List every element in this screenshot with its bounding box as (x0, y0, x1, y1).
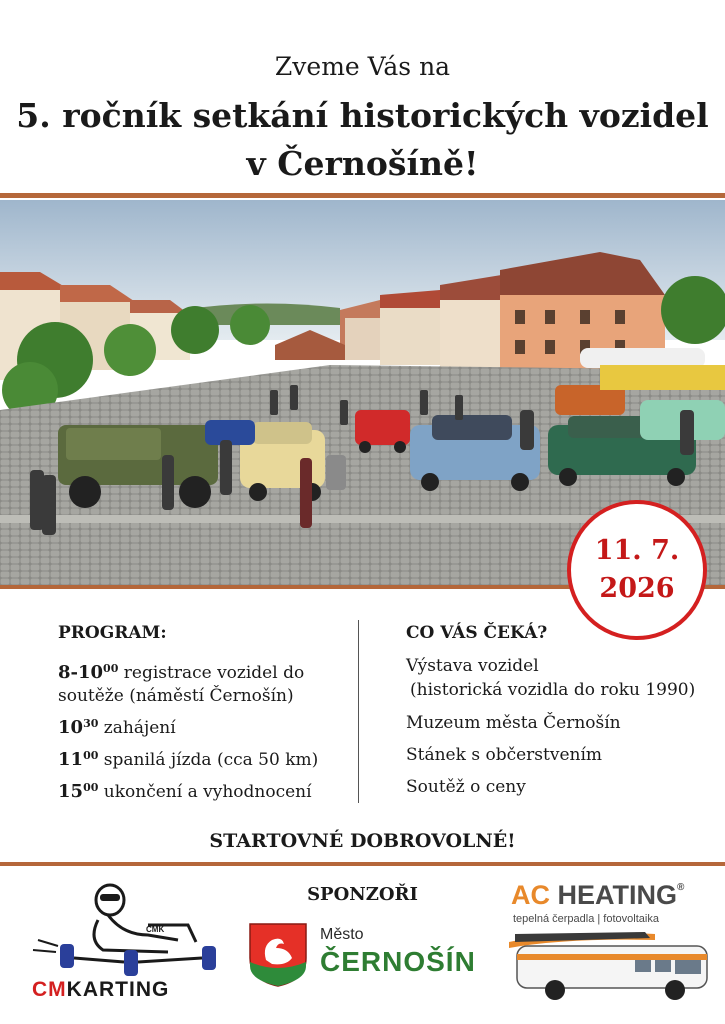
date-year: 2026 (599, 573, 675, 604)
top-divider (0, 193, 725, 198)
event-title-line1: 5. ročník setkání historických vozidel (16, 96, 709, 135)
awaits-item-4: Soutěž o ceny (406, 777, 526, 797)
intro-text: Zveme Vás na (274, 52, 451, 81)
sponsors-divider (0, 862, 725, 866)
date-badge (567, 500, 707, 640)
cmkarting-logo (28, 880, 228, 1005)
coat-of-arms-icon (248, 922, 308, 988)
program-item-1: $8-10^{00}$ registrace vozidel do soutěže (náměstí Černošín) (58, 662, 305, 706)
event-title-line2: v Černošíně! (246, 144, 479, 183)
cmkarting-wordmark: CMKARTING (32, 978, 170, 1001)
program-heading: PROGRAM: (58, 623, 167, 643)
what-awaits-heading: CO VÁS ČEKÁ? (406, 623, 548, 643)
start-fee-notice: STARTOVNÉ DOBROVOLNÉ! (209, 830, 516, 852)
bus-icon (505, 930, 715, 1002)
cernosin-label: ČERNOŠÍN (320, 946, 476, 977)
ac-heating-logo (505, 880, 715, 1005)
date-day-month: 11. 7. (594, 535, 680, 566)
column-divider (358, 620, 359, 803)
ac-heating-wordmark: AC HEATING® (511, 880, 685, 910)
svg-text:CMK: CMK (146, 925, 165, 934)
program-item-2: $10^{30}$ zahájení (58, 717, 176, 738)
ac-heating-tagline: tepelná čerpadla | fotovoltaika (513, 913, 659, 925)
awaits-item-1: Výstava vozidel (406, 656, 539, 676)
sponsors-heading: SPONZOŘI (307, 884, 418, 905)
mesto-label: Město (320, 926, 364, 943)
awaits-item-1-detail: (historická vozidla do roku 1990) (410, 680, 696, 700)
mesto-cernosin-logo (248, 922, 488, 992)
program-item-3: $11^{00}$ spanilá jízda (cca 50 km) (58, 749, 319, 770)
awaits-item-2: Muzeum města Černošín (406, 713, 621, 733)
program-item-4: $15^{00}$ ukončení a vyhodnocení (58, 781, 312, 802)
awaits-item-3: Stánek s občerstvením (406, 745, 603, 765)
go-kart-icon (28, 880, 228, 980)
